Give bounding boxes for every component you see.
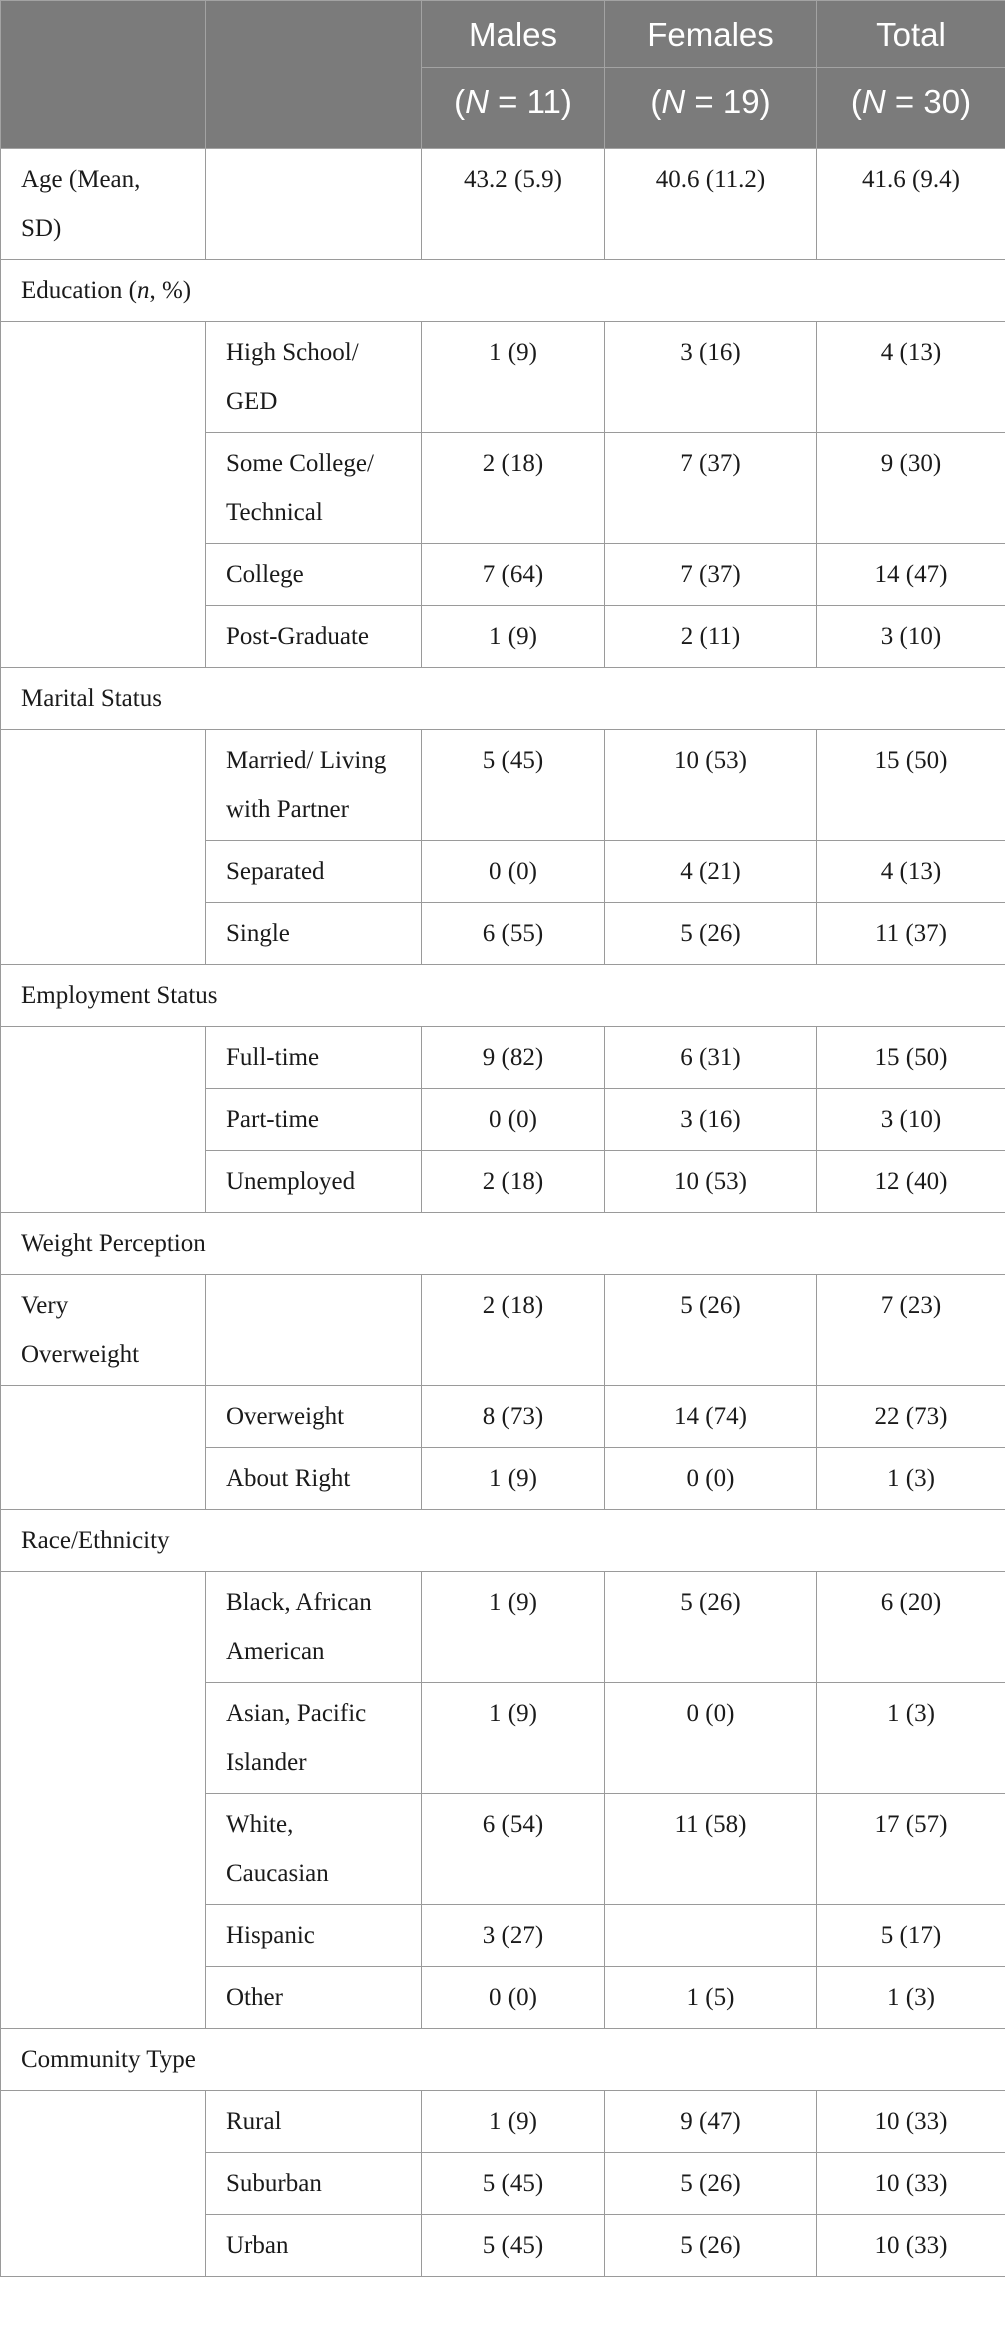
cell-total: 4 (13) — [817, 841, 1005, 903]
cell-total: 22 (73) — [817, 1386, 1005, 1448]
cell-total: 1 (3) — [817, 1967, 1005, 2029]
table-header — [1, 1, 1005, 149]
cell-males: 1 (9) — [422, 606, 605, 668]
cell-males: 2 (18) — [422, 1151, 605, 1213]
header-blank-2 — [206, 1, 422, 149]
cell-total: 10 (33) — [817, 2153, 1005, 2215]
sub-label: Separated — [206, 841, 422, 903]
cell-females: 6 (31) — [605, 1027, 817, 1089]
cell-males: 2 (18) — [422, 433, 605, 544]
group-spacer — [1, 1572, 206, 2029]
cell-females: 10 (53) — [605, 730, 817, 841]
header-blank-1 — [1, 1, 206, 149]
sub-label: Asian, Pacific Islander — [206, 1683, 422, 1794]
section-row-education — [1, 260, 1005, 322]
cell-females: 0 (0) — [605, 1448, 817, 1510]
group-spacer — [1, 322, 206, 668]
cell-females: 5 (26) — [605, 903, 817, 965]
cell-males: 1 (9) — [422, 1448, 605, 1510]
cell-total: 3 (10) — [817, 1089, 1005, 1151]
group-spacer — [1, 730, 206, 965]
section-row-employment — [1, 965, 1005, 1027]
cell-total: 4 (13) — [817, 322, 1005, 433]
cell-males: 1 (9) — [422, 1683, 605, 1794]
section-label: Marital Status — [1, 668, 1005, 730]
cell-total: 11 (37) — [817, 903, 1005, 965]
group-spacer — [1, 1386, 206, 1510]
header-males-n: (N = 11) — [422, 68, 605, 149]
sub-label: Some College/ Technical — [206, 433, 422, 544]
cell-total: 1 (3) — [817, 1683, 1005, 1794]
sub-label: College — [206, 544, 422, 606]
cell-total: 6 (20) — [817, 1572, 1005, 1683]
cell-total: 10 (33) — [817, 2215, 1005, 2277]
table-row — [1, 322, 1005, 433]
cell-males: 5 (45) — [422, 2215, 605, 2277]
sub-label: Part-time — [206, 1089, 422, 1151]
sub-label-empty — [206, 149, 422, 260]
header-total: Total — [817, 1, 1005, 68]
cell-total: 12 (40) — [817, 1151, 1005, 1213]
section-row-weight — [1, 1213, 1005, 1275]
cell-males: 7 (64) — [422, 544, 605, 606]
sub-label: Single — [206, 903, 422, 965]
sub-label: Other — [206, 1967, 422, 2029]
cell-total: 17 (57) — [817, 1794, 1005, 1905]
cell-males: 1 (9) — [422, 2091, 605, 2153]
cell-males: 6 (55) — [422, 903, 605, 965]
sub-label: Full-time — [206, 1027, 422, 1089]
cell-females: 5 (26) — [605, 1275, 817, 1386]
section-label: Community Type — [1, 2029, 1005, 2091]
cell-females: 3 (16) — [605, 1089, 817, 1151]
cell-males: 9 (82) — [422, 1027, 605, 1089]
table-row — [1, 1386, 1005, 1448]
cell-total: 1 (3) — [817, 1448, 1005, 1510]
table-row — [1, 1275, 1005, 1386]
cell-males: 8 (73) — [422, 1386, 605, 1448]
cell-females: 5 (26) — [605, 2215, 817, 2277]
cell-females: 40.6 (11.2) — [605, 149, 817, 260]
table-row — [1, 2091, 1005, 2153]
sub-label: Post-Graduate — [206, 606, 422, 668]
header-females-n: (N = 19) — [605, 68, 817, 149]
sub-label: Rural — [206, 2091, 422, 2153]
sub-label: Urban — [206, 2215, 422, 2277]
cell-males: 0 (0) — [422, 841, 605, 903]
section-label: Employment Status — [1, 965, 1005, 1027]
cell-males: 6 (54) — [422, 1794, 605, 1905]
cell-females: 5 (26) — [605, 2153, 817, 2215]
cell-total: 5 (17) — [817, 1905, 1005, 1967]
cell-total: 10 (33) — [817, 2091, 1005, 2153]
cell-total: 14 (47) — [817, 544, 1005, 606]
section-row-community — [1, 2029, 1005, 2091]
cell-females: 4 (21) — [605, 841, 817, 903]
sub-label: Unemployed — [206, 1151, 422, 1213]
cell-females: 7 (37) — [605, 433, 817, 544]
cell-males: 5 (45) — [422, 2153, 605, 2215]
row-label: Very Overweight — [1, 1275, 206, 1386]
sub-label: High School/ GED — [206, 322, 422, 433]
cell-females: 5 (26) — [605, 1572, 817, 1683]
group-spacer — [1, 1027, 206, 1213]
cell-total: 3 (10) — [817, 606, 1005, 668]
sub-label: White, Caucasian — [206, 1794, 422, 1905]
section-label: Race/Ethnicity — [1, 1510, 1005, 1572]
cell-males: 5 (45) — [422, 730, 605, 841]
cell-males: 1 (9) — [422, 1572, 605, 1683]
section-label: Weight Perception — [1, 1213, 1005, 1275]
cell-females: 1 (5) — [605, 1967, 817, 2029]
row-label: Age (Mean, SD) — [1, 149, 206, 260]
cell-total: 41.6 (9.4) — [817, 149, 1005, 260]
sub-label: About Right — [206, 1448, 422, 1510]
cell-males: 2 (18) — [422, 1275, 605, 1386]
table-row — [1, 1027, 1005, 1089]
cell-males: 3 (27) — [422, 1905, 605, 1967]
cell-males: 1 (9) — [422, 322, 605, 433]
table-row — [1, 1572, 1005, 1683]
cell-females: 7 (37) — [605, 544, 817, 606]
header-females: Females — [605, 1, 817, 68]
cell-total: 7 (23) — [817, 1275, 1005, 1386]
sub-label: Married/ Living with Partner — [206, 730, 422, 841]
cell-males: 0 (0) — [422, 1967, 605, 2029]
section-label: Education (n, %) — [1, 260, 1005, 322]
cell-females: 10 (53) — [605, 1151, 817, 1213]
cell-females: 2 (11) — [605, 606, 817, 668]
section-row-race — [1, 1510, 1005, 1572]
cell-females: 0 (0) — [605, 1683, 817, 1794]
cell-total: 15 (50) — [817, 1027, 1005, 1089]
cell-females — [605, 1905, 817, 1967]
cell-total: 15 (50) — [817, 730, 1005, 841]
table-row — [1, 730, 1005, 841]
sub-label: Hispanic — [206, 1905, 422, 1967]
section-row-marital — [1, 668, 1005, 730]
cell-females: 14 (74) — [605, 1386, 817, 1448]
header-total-n: (N = 30) — [817, 68, 1005, 149]
cell-females: 9 (47) — [605, 2091, 817, 2153]
sub-label: Black, African American — [206, 1572, 422, 1683]
sub-label: Suburban — [206, 2153, 422, 2215]
sub-label-empty — [206, 1275, 422, 1386]
header-males: Males — [422, 1, 605, 68]
cell-females: 3 (16) — [605, 322, 817, 433]
cell-males: 43.2 (5.9) — [422, 149, 605, 260]
sub-label: Overweight — [206, 1386, 422, 1448]
cell-total: 9 (30) — [817, 433, 1005, 544]
cell-females: 11 (58) — [605, 1794, 817, 1905]
cell-males: 0 (0) — [422, 1089, 605, 1151]
group-spacer — [1, 2091, 206, 2277]
table-row-age — [1, 149, 1005, 260]
